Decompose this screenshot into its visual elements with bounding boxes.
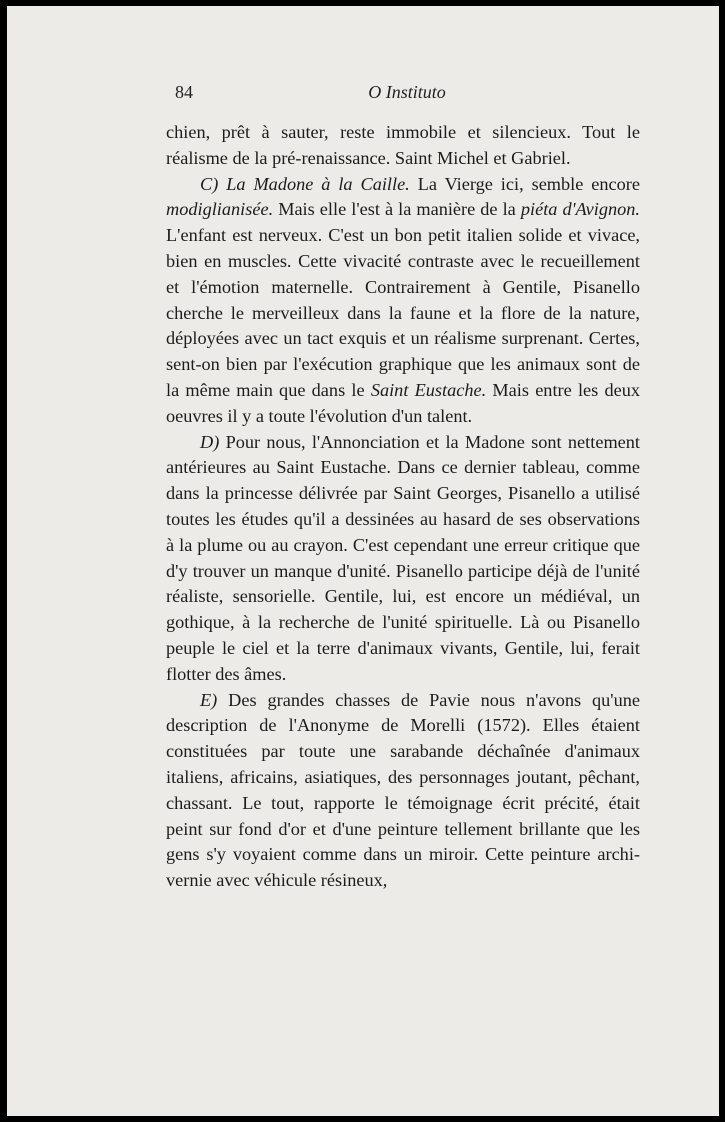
- section-label-c: C): [200, 173, 219, 194]
- term-pieta: piéta d'Avignon.: [520, 199, 640, 220]
- work-title-madone: La Madone à la Caille.: [226, 173, 410, 194]
- paragraph-c-text-4: Mais entre les deux oeuvres il y a toute l'évolution d'un talent.: [166, 379, 641, 426]
- paragraph-e: [166, 688, 640, 894]
- paragraph-c-text-3: L'enfant est nerveux. C'est un bon petit italien solide et vivace, bien en muscles. Cette vivacité contraste avec le recueillement et l'émotion maternelle. Contrairement à Gentile, Pisanello cherche le merveilleux dans la faune et la flore de la nature, déployées avec un tact exquis et un réalisme surprenant. Certes, sent-on bien par l'exécution graphique que les animaux sont de la même main que dans le: [166, 225, 640, 400]
- paragraph-c-text-1: La Vierge ici, semble encore: [409, 173, 640, 194]
- running-title: O Instituto: [368, 82, 446, 102]
- paragraph-e-text: Des grandes chasses de Pavie nous n'avons qu'une description de l'Anonyme de Morelli (1572). Elles étaient constituées par toute une sarabande déchaînée d'animaux italiens, africains, asiatiques, des personnages joutant, pêchant, chassant. Le tout, rapporte le témoignage écrit précité, était peint sur fond d'or et d'une peinture tellement brillante que les gens s'y voyaient comme dans un miroir. Cette peinture archi-vernie avec véhicule résineux,: [166, 689, 640, 891]
- term-saint-eustache: Saint Eustache.: [370, 379, 487, 400]
- paragraph-d-text: Pour nous, l'Annonciation et la Madone sont nettement antérieures au Saint Eustache. Dans ce dernier tableau, comme dans la princesse délivrée par Saint Georges, Pisanello a utilisé toutes les études qu'il a dessinées au hasard de ses observations à la plume ou au crayon. C'est cependant une erreur critique que d'y trouver un manque d'unité. Pisanello participe déjà de l'unité réaliste, sensorielle. Gentile, lui, est encore un médiéval, un gothique, à la recherche de l'unité spirituelle. Là ou Pisanello peuple le ciel et la terre d'animaux vivants, Gentile, lui, ferait flotter des âmes.: [166, 431, 640, 684]
- paragraph-c-text-2: Mais elle l'est à la manière de la: [273, 199, 521, 220]
- section-label-e: E): [200, 689, 218, 710]
- paragraph-d: [166, 430, 640, 688]
- body-text: [166, 120, 640, 894]
- page-header: [167, 78, 647, 102]
- section-label-d: D): [200, 431, 220, 452]
- page-number: 84: [175, 82, 193, 102]
- term-modiglianisee: modiglianisée.: [166, 199, 274, 220]
- paragraph-c: [166, 172, 640, 430]
- paragraph-continuation: chien, prêt à sauter, reste immobile et silencieux. Tout le réalisme de la pré-renaissance. Saint Michel et Gabriel.: [166, 122, 640, 168]
